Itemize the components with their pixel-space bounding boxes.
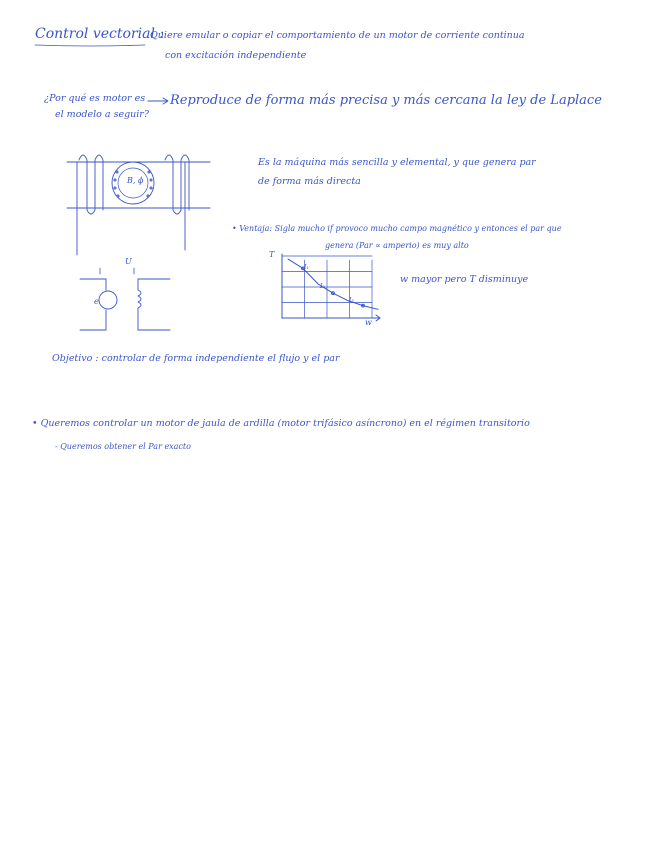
graph-t-label: T [269,250,275,259]
graph-point-3: I₃ [349,297,354,304]
advantage-line-2: genera (Par ∝ amperio) es muy alto [325,241,469,250]
intro-line-1: Quiere emular o copiar el comportamiento de un motor de corriente continua [150,30,525,41]
objective-text: Objetivo : controlar de forma independiente el flujo y el par [52,353,340,364]
circuit-e-label: e [94,297,99,306]
circuit-u-label: U [125,257,132,266]
answer-text: Reproduce de forma más precisa y más cercana la ley de Laplace [170,93,602,108]
graph-w-label: w [365,318,372,327]
simple-line-1: Es la máquina más sencilla y elemental, y que genera par [258,157,536,168]
motor-label: B, ϕ [127,176,144,185]
dc-motor-sketch [65,150,215,260]
graph-point-1: I₁ [304,264,309,271]
bullet-1-sub: - Queremos obtener el Par exacto [55,442,191,451]
title-underline [35,44,145,48]
circuit-sketch [78,262,173,334]
question-line-2: el modelo a seguir? [55,109,149,120]
question-line-1: ¿Por qué es motor es [44,93,146,104]
graph-point-2: I₂ [320,283,325,290]
torque-note: w mayor pero T disminuye [400,274,529,285]
bullet-1: • Queremos controlar un motor de jaula de ardilla (motor trifásico asíncrono) en el régimen transitorio [32,418,530,429]
advantage-line-1: • Ventaja: Sigla mucho if provoco mucho campo magnético y entonces el par que [232,224,562,233]
simple-line-2: de forma más directa [258,176,361,187]
page-title: Control vectorial : [35,26,165,42]
torque-curve [288,259,378,309]
arrow-right-icon [148,97,170,105]
intro-line-2: con excitación independiente [165,50,307,61]
